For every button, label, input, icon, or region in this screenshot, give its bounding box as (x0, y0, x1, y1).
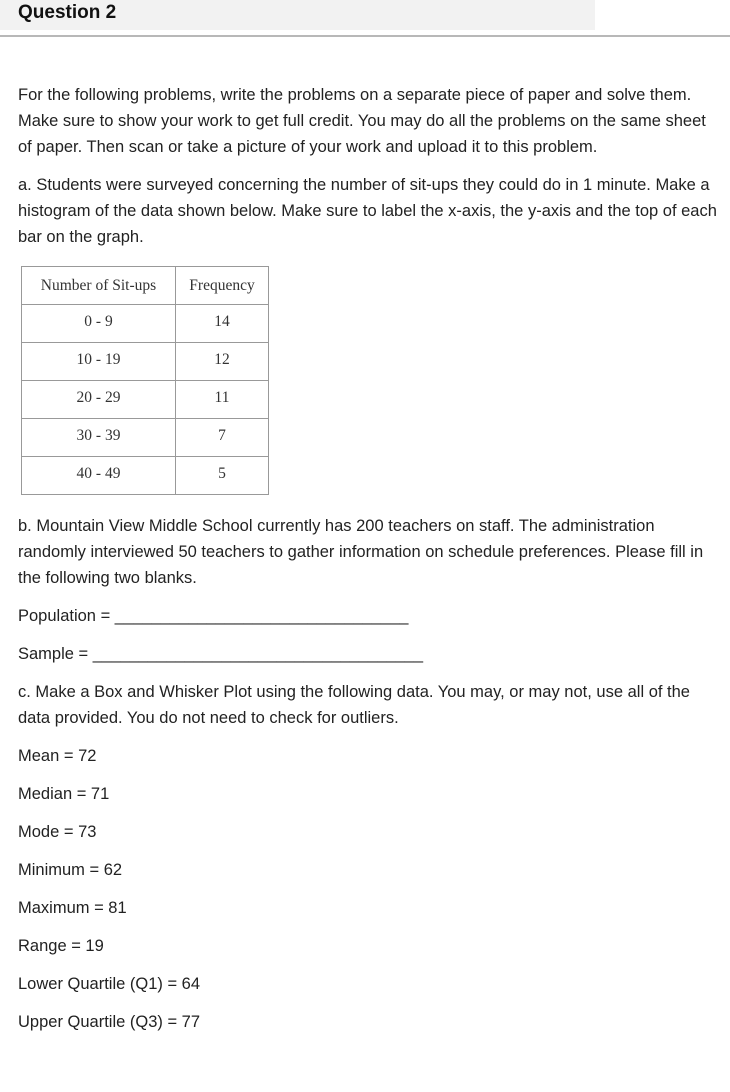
table-row (22, 305, 269, 343)
table-cell-range: 10 - 19 (22, 343, 176, 381)
instructions-text: For the following problems, write the problems on a separate piece of paper and solve them. Make sure to show your work to get full credit. You may do all the problems on the same sheet of paper. Then scan or take a picture of your work and upload it to this problem. (18, 86, 706, 156)
part-c-text: c. Make a Box and Whisker Plot using the following data. You may, or may not, use all of the data provided. You do not need to check for outliers. (18, 683, 690, 727)
table-row (22, 457, 269, 495)
table-cell-range: 30 - 39 (22, 419, 176, 457)
stat-median: Median = 71 (18, 785, 110, 803)
stat-lower-quartile: Lower Quartile (Q1) = 64 (18, 975, 201, 993)
table-header-row (22, 267, 269, 305)
stat-maximum: Maximum = 81 (18, 899, 127, 917)
table-cell-frequency: 14 (176, 305, 269, 343)
table-cell-range: 0 - 9 (22, 305, 176, 343)
stat-range: Range = 19 (18, 937, 104, 955)
table-row (22, 381, 269, 419)
table-cell-frequency: 11 (176, 381, 269, 419)
table-cell-range: 20 - 29 (22, 381, 176, 419)
table-cell-frequency: 12 (176, 343, 269, 381)
sample-blank: Sample = ____________________________________ (18, 645, 424, 663)
part-a-text: a. Students were surveyed concerning the number of sit-ups they could do in 1 minute. Make a histogram of the data shown below. Make sure to label the x-axis, the y-axis and the top of each bar on the graph. (18, 176, 717, 246)
table-cell-frequency: 5 (176, 457, 269, 495)
table-header-situps: Number of Sit-ups (22, 267, 176, 305)
situps-frequency-table (21, 266, 269, 495)
table-row (22, 343, 269, 381)
question-title: Question 2 (18, 2, 117, 23)
table-row (22, 419, 269, 457)
stat-upper-quartile: Upper Quartile (Q3) = 77 (18, 1013, 201, 1031)
stat-mean: Mean = 72 (18, 747, 97, 765)
population-blank: Population = ________________________________ (18, 607, 409, 625)
table-cell-frequency: 7 (176, 419, 269, 457)
header-divider (0, 35, 730, 37)
question-content (18, 82, 723, 1047)
stat-minimum: Minimum = 62 (18, 861, 123, 879)
table-header-frequency: Frequency (176, 267, 269, 305)
part-b-text: b. Mountain View Middle School currently has 200 teachers on staff. The administration randomly interviewed 50 teachers to gather information on schedule preferences. Please fill in the following two blanks. (18, 517, 704, 587)
table-cell-range: 40 - 49 (22, 457, 176, 495)
stat-mode: Mode = 73 (18, 823, 97, 841)
question-header (0, 0, 595, 30)
